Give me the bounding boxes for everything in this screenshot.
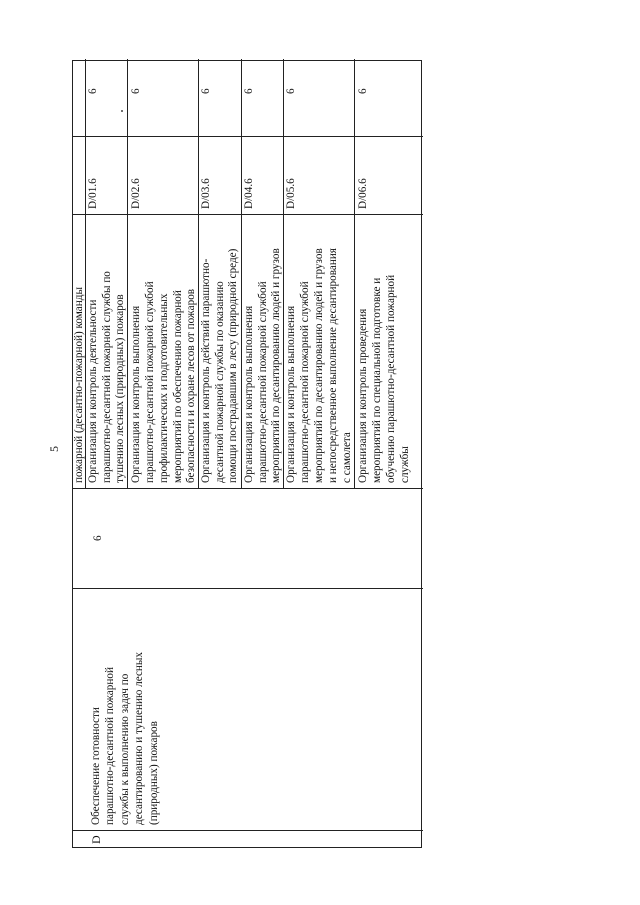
task-5-code: D/05.6 — [285, 178, 297, 209]
task-1-level: 6 — [87, 88, 99, 94]
function-name-line-5: (природных) пожаров — [148, 721, 160, 825]
task-3-code: D/03.6 — [200, 178, 212, 209]
task-2-line-4: мероприятий по обеспечению пожарной — [172, 290, 184, 483]
task-3-line-3: помощи пострадавшим в лесу (природной среде) — [227, 248, 239, 483]
task-6-code: D/06.6 — [357, 178, 369, 209]
task-1-line-2: парашютно-десантной пожарной службы по — [101, 271, 113, 483]
task-2-code: D/02.6 — [130, 178, 142, 209]
task-6-line-3: обучению парашютно-десантной пожарной — [385, 274, 397, 483]
task-6-level: 6 — [357, 88, 369, 94]
task-1-line-1: Организация и контроль деятельности — [87, 299, 99, 483]
task-4-line-1: Организация и контроль выполнения — [243, 305, 255, 483]
task-2-line-5: безопасности и охране лесов от пожаров — [185, 288, 197, 483]
function-name-line-4: десантированию и тушению лесных — [133, 651, 145, 825]
header-continuation: пожарной (десантно-пожарной) команды — [73, 287, 85, 483]
task-2-line-2: парашютно-десантной пожарной службой — [144, 281, 156, 483]
task-5-line-4: и непосредственное выполнение десантирования — [327, 248, 339, 483]
task-5-line-5: с самолета — [341, 432, 353, 483]
task-6-line-2: мероприятий по специальной подготовке и — [371, 277, 383, 483]
task-4-code: D/04.6 — [243, 178, 255, 209]
function-code: D — [89, 835, 103, 844]
page-number: 5 — [47, 446, 61, 452]
grid-col-3 — [73, 488, 423, 489]
task-3-line-1: Организация и контроль действий парашютно- — [200, 258, 212, 483]
grid-col-2 — [73, 588, 423, 589]
function-name-line-2: парашютно-десантной пожарной — [104, 667, 116, 825]
task-1-line-3: тушению лесных (природных) пожаров — [114, 294, 126, 483]
function-name-line-3: службы к выполнению задач по — [119, 673, 131, 825]
task-5-line-1: Организация и контроль выполнения — [285, 305, 297, 483]
task-5-line-3: мероприятий по десантированию людей и грузов — [313, 248, 325, 483]
function-level: 6 — [92, 535, 104, 541]
task-2-level: 6 — [130, 88, 142, 94]
task-5-level: 6 — [285, 88, 297, 94]
function-name-line-1: Обеспечение готовности — [90, 707, 102, 825]
grid-col-1 — [73, 830, 423, 831]
task-5-line-2: парашютно-десантной пожарной службой — [299, 281, 311, 483]
task-3-level: 6 — [200, 88, 212, 94]
grid-col-5 — [73, 136, 423, 137]
task-4-level: 6 — [243, 88, 255, 94]
task-2-line-3: профилактических и подготовительных — [158, 293, 170, 483]
task-3-line-2: десантной пожарной службы по оказанию — [214, 281, 226, 483]
task-2-line-1: Организация и контроль выполнения — [130, 305, 142, 483]
grid-row-5 — [354, 59, 355, 489]
grid-col-4 — [73, 214, 423, 215]
task-6-line-1: Организация и контроль проведения — [357, 308, 369, 483]
task-4-line-3: мероприятий по десантированию людей и грузов — [270, 248, 282, 483]
task-1-code: D/01.6 — [87, 178, 99, 209]
task-6-line-4: службы — [399, 446, 411, 483]
task-4-line-2: парашютно-десантной пожарной службой — [257, 281, 269, 483]
competency-table — [72, 60, 422, 848]
